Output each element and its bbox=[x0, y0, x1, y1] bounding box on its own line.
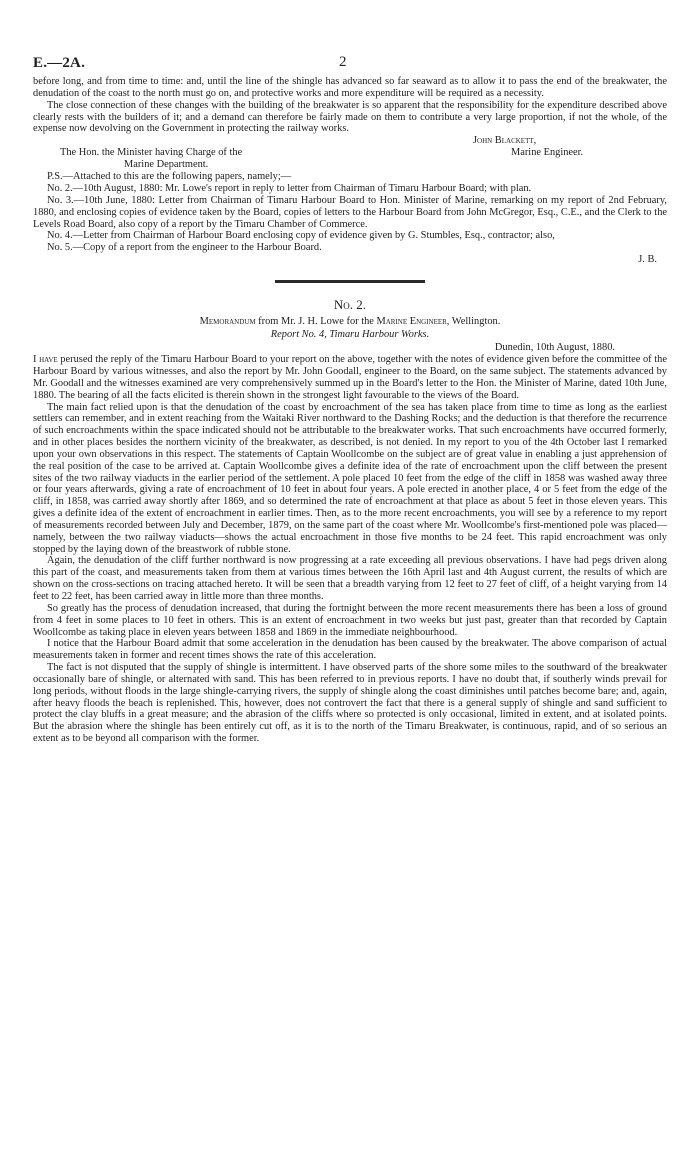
dateline: Dunedin, 10th August, 1880. bbox=[494, 342, 615, 354]
body-paragraph-3: Again, the denudation of the cliff further northward is now progressing at a rate exceeding all previous observations. I have had pegs driven along this part of the coast, and measurements taken from them at various times between the 16th April last and 4th August current, the results of which are shown on the cross-sections on tracing attached hereto. It will be seen that a breadth varying from 12 feet to 27 feet of cliff, of a height varying from 14 feet to 22 feet, has been carried away in little more than three months. bbox=[33, 555, 667, 602]
postscript: P.S.—Attached to this are the following papers, namely;— bbox=[47, 171, 292, 183]
memorandum-line bbox=[33, 315, 667, 328]
signature-row bbox=[33, 135, 667, 147]
addressee-row bbox=[33, 147, 667, 159]
body-paragraph-5: I notice that the Harbour Board admit that some acceleration in the denudation has been caused by the breakwater. The above comparison of actual measurements taken in former and recent times shows the rate of this acceleration. bbox=[33, 638, 667, 662]
enclosure-item-3: No. 3.—10th June, 1880: Letter from Chairman of Timaru Harbour Board to Hon. Minister of Marine, remarking on my report of 2nd February, 1880, and enclosing copies of evidence taken by the Board, copies of letters to the Harbour Board from John McGregor, Esq., C.E., and the Clerk to the Levels Road Board, also copy of a report by the Timaru Chamber of Commerce. bbox=[33, 194, 667, 230]
document-page bbox=[33, 0, 667, 1172]
document-reference: E.—2A. bbox=[33, 55, 86, 71]
addressee-line-1: The Hon. the Minister having Charge of the bbox=[60, 147, 243, 159]
document-body bbox=[33, 76, 667, 745]
body-paragraph-2: The main fact relied upon is that the denudation of the coast by encroachment of the sea has taken place from time to time as long as the earliest settlers can remember, and in extent reaching from the Waitaki River northward to the Dashing Rocks; and the deduction is that therefore the recurrence of such encroachments within the space indicated should not be attributable to the breakwater works. That such encroachments have occurred formerly, and in other places besides the northern vicinity of the breakwater, as described, is not denied. In my report to you of the 4th October last I remarked upon your own observations in this respect. The statements of Captain Woollcombe on the subject are of great value in enabling a just apprehension of the real position of the case to be arrived at. Captain Woollcombe gives a definite idea of the rate of encroachment upon the cliff between the present sites of the two railway viaducts in the earlier period of the settlement. A pole placed 10 feet from the edge of the cliff in 1858 was washed away three or four years afterwards, giving a rate of encroachment of 10 feet in about four years. A pole erected in another place, 4 or 5 feet from the edge of the cliff, in 1858, was carried away shortly after 1869, and so determined the rate of encroachment at that place as about 5 feet in those eleven years. This gives a definite idea of the extent of encroachment in earlier times. Then, as to the more recent encroachments, you will see by a reference to my report of measurements recorded between July and December, 1879, on the same part of the coast where Mr. Woollcombe's first-mentioned pole was placed—namely, between the two railway viaducts—shows the actual encroachment in those five months to be 24 feet. This rapid encroachment was only stopped by the laying down of the breastwork of rubble stone. bbox=[33, 401, 667, 555]
addressee-line-2: Marine Department. bbox=[124, 159, 209, 171]
memo-prefix: Memorandum bbox=[199, 316, 256, 328]
report-title: Report No. 4, Timaru Harbour Works. bbox=[270, 329, 430, 341]
signatory-title: Marine Engineer. bbox=[511, 147, 584, 159]
memo-recipient: Marine Engineer bbox=[376, 316, 447, 328]
paragraph-lead: I have bbox=[33, 354, 58, 366]
page-number: 2 bbox=[339, 54, 347, 70]
body-paragraph-6: The fact is not disputed that the supply of shingle is intermittent. I have observed parts of the shore some miles to the southward of the breakwater occasionally bare of shingle, or alternated with sand. This has been referred to in previous reports. I have no doubt that, if southerly winds prevail for long periods, without floods in the large shingle-carrying rivers, the supply of shingle along the coast diminishes until patches become bare; and, again, after heavy floods the beach is replenished. This, however, does not controvert the fact that there is a general supply of shingle and sand sufficient to protect the clay bluffs in a great measure; and the abrasion of the cliffs where so protected is only occasional, limited in extent, and at isolated points. But the abrasion where the shingle has been entirely cut off, as it is to the north of the Timaru Breakwater, is continuous, rapid, and of so serious an extent as to be beyond all comparison with the former. bbox=[33, 662, 667, 745]
memo-suffix: , Wellington. bbox=[446, 316, 501, 328]
enclosure-item-5: No. 5.—Copy of a report from the engineer to the Harbour Board. bbox=[47, 242, 322, 254]
postscript-initials: J. B. bbox=[638, 254, 657, 266]
paragraph-1-text: perused the reply of the Timaru Harbour Board to your report on the above, together with the notes of evidence given before the committee of the Harbour Board by various witnesses, and also the report by Mr. John Goodall, engineer to the Board, on the same subject. The statements advanced by Mr. Goodall and the witnesses examined are very comprehensively summed up in the Board's letter to the Hon. the Minister of Marine, dated 10th June, 1880. The bearing of all the facts elicited is therein shown in the strongest light favourable to the views of the Board. bbox=[33, 354, 667, 401]
body-paragraph-1 bbox=[33, 354, 667, 401]
intro-paragraph-1: before long, and from time to time: and, until the line of the shingle has advanced so far seaward as to allow it to pass the end of the breakwater, the denudation of the coast to the north must go on, and protective works and more expenditure will be required as a necessity. bbox=[33, 76, 667, 99]
enclosure-item-4: No. 4.—Letter from Chairman of Harbour Board enclosing copy of evidence given by G. Stumbles, Esq., contractor; also, bbox=[47, 230, 555, 242]
section-divider bbox=[275, 280, 425, 283]
body-paragraph-4: So greatly has the process of denudation increased, that during the fortnight between the more recent measurements there has been a loss of ground from 4 feet in some places to 10 feet in others. This is an extent of encroachment in two weeks but just past, greater than that recorded by Captain Woollcombe as taking place in eleven years between 1858 and 1869 in the immediate neighbourhood. bbox=[33, 602, 667, 638]
intro-paragraph-2: The close connection of these changes with the building of the breakwater is so apparent that the responsibility for the expenditure described above clearly rests with the builders of it; and a demand can therefore be fairly made on them to contribute a very large proportion, if not the whole, of the expense now devolving on the Government in protecting the railway works. bbox=[33, 99, 667, 135]
memo-middle: from Mr. J. H. Lowe for the bbox=[255, 316, 377, 328]
signatory-name: John Blackett, bbox=[473, 135, 537, 147]
section-heading: No. 2. bbox=[333, 297, 367, 313]
enclosure-item-2: No. 2.—10th August, 1880: Mr. Lowe's report in reply to letter from Chairman of Timaru Harbour Board; with plan. bbox=[47, 183, 532, 195]
